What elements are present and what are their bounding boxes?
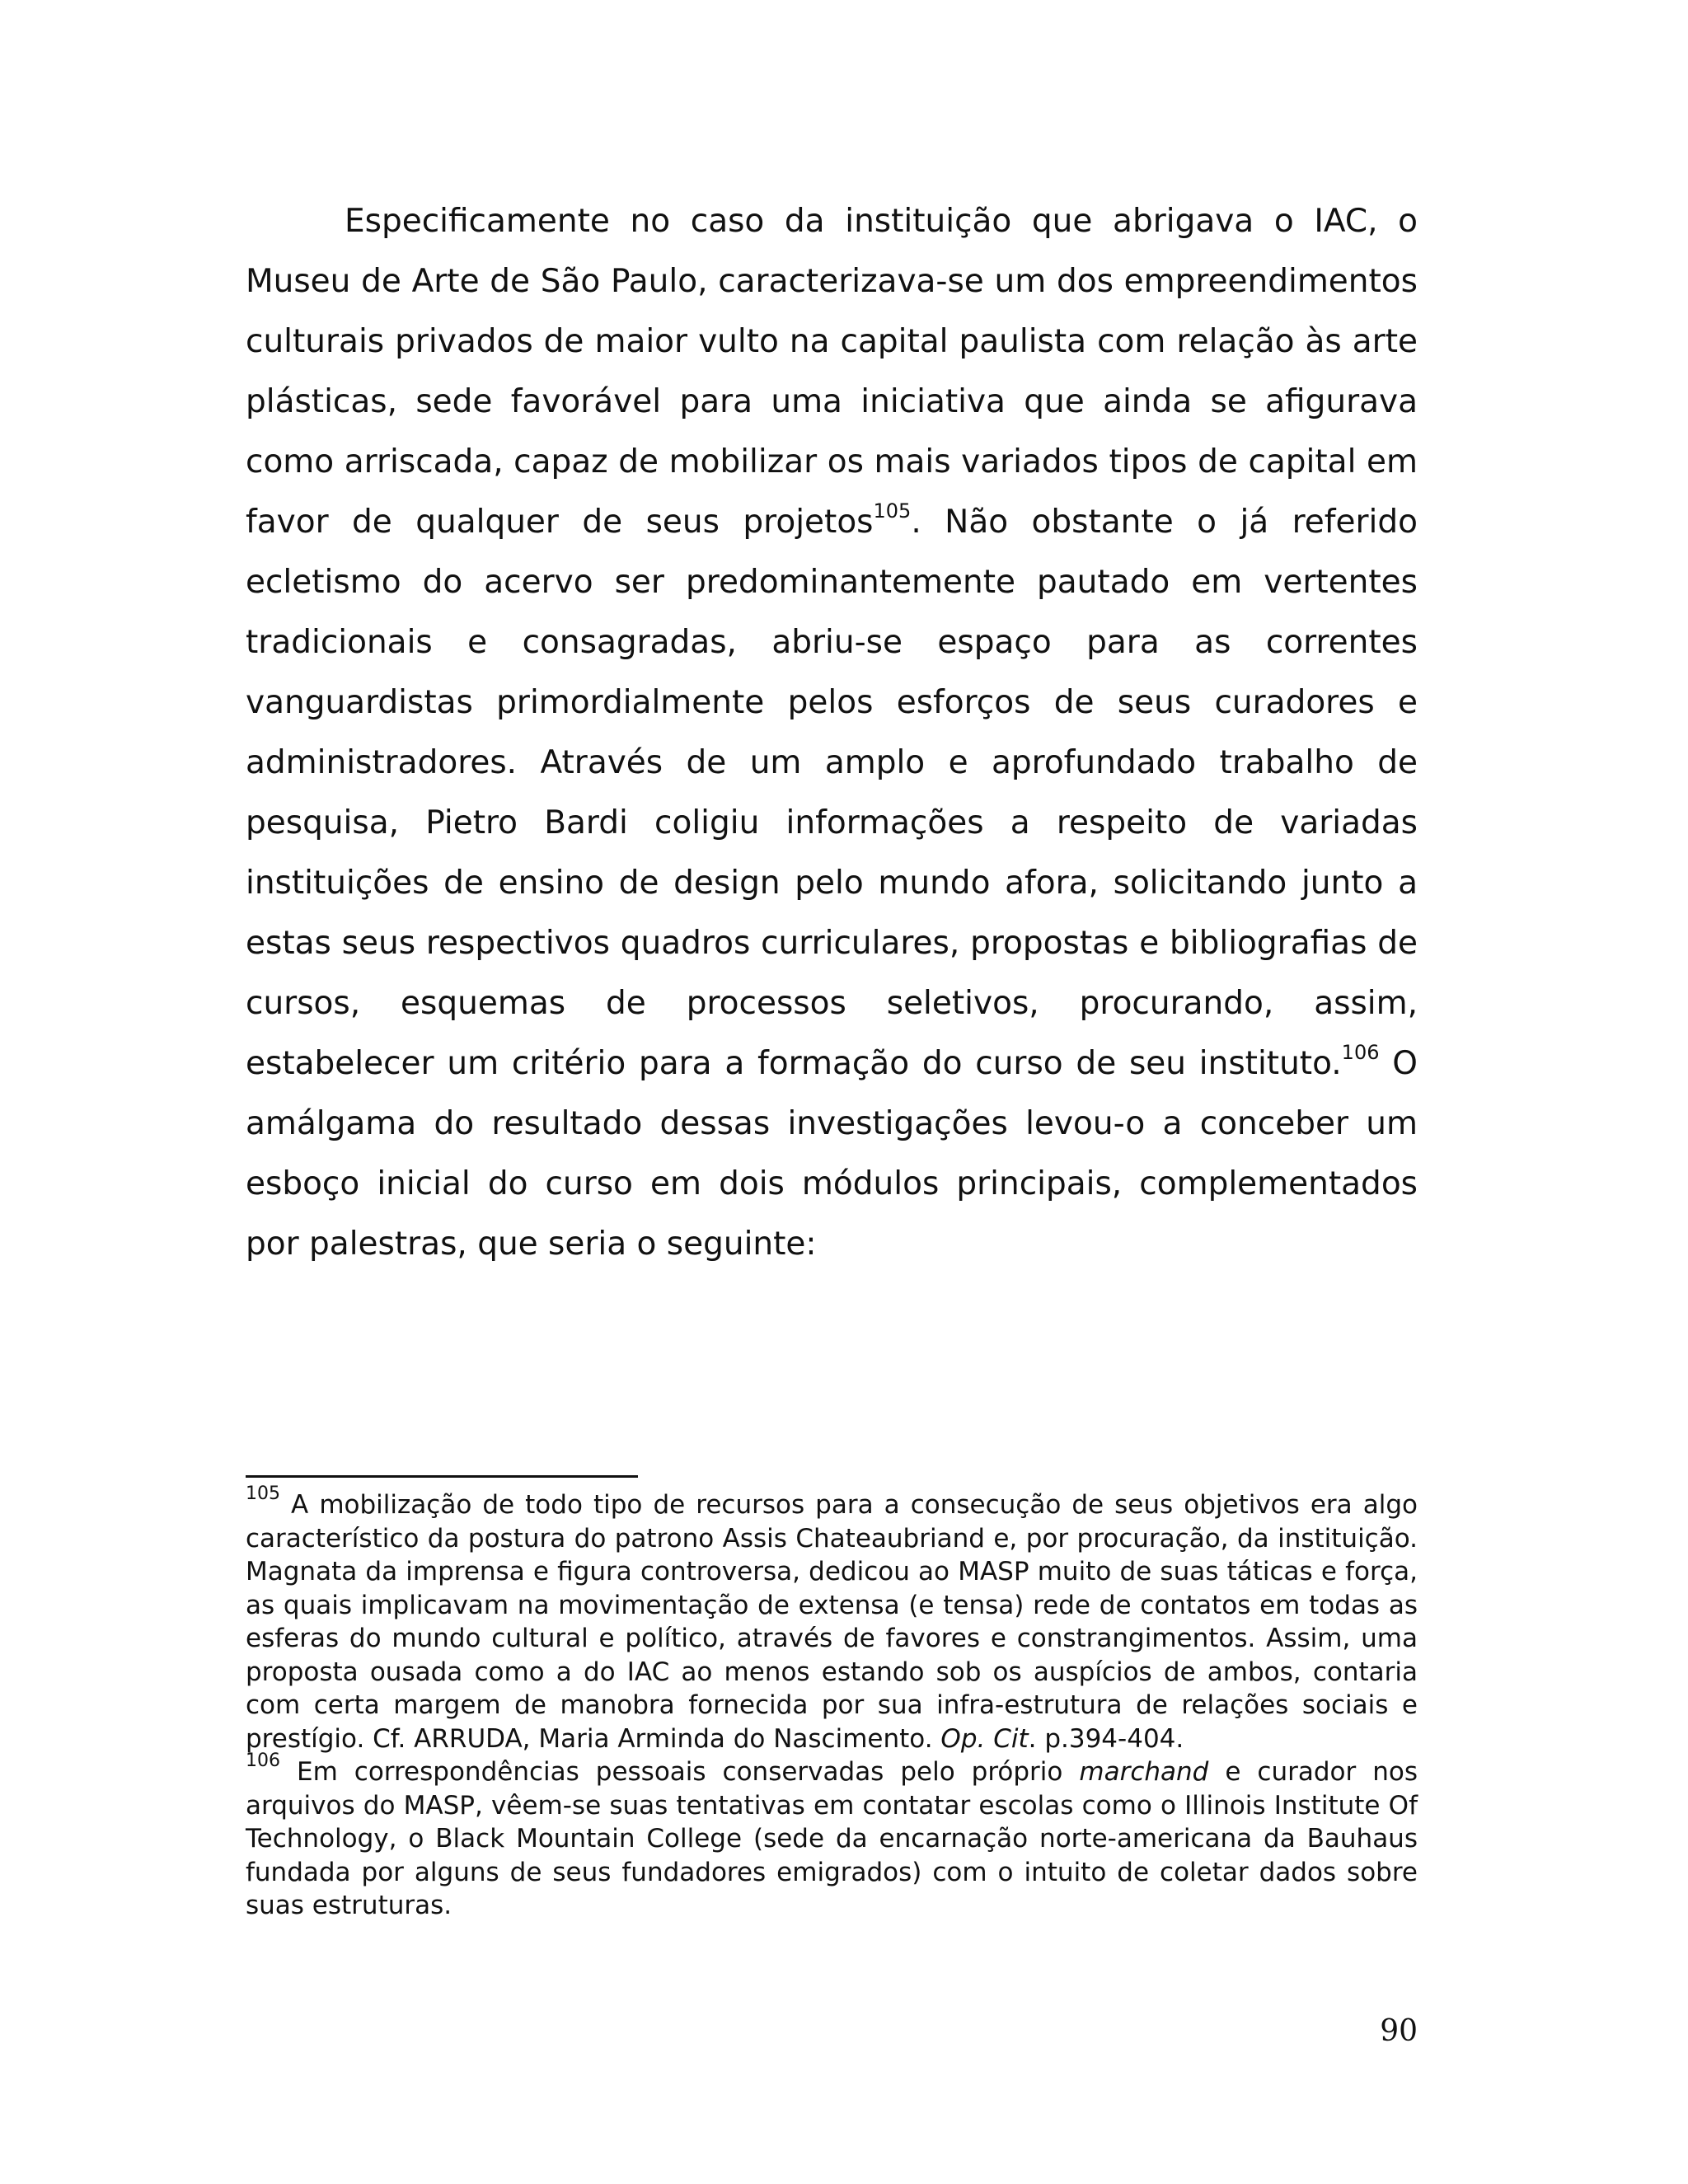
footnote-text: A mobilização de todo tipo de recursos para a consecução de seus objetivos era algo característico da postura do patrono Assis Chateaubriand e, por procuração, da instituição. Magnata da imprensa e figura controversa, dedicou ao MASP muito de suas táticas e força, as quais implicavam na movimentação de extensa (e tensa) rede de contatos em todas as esferas do mundo cultural e político, através de favores e constrangimentos. Assim, uma proposta ousada como a do IAC ao menos estando sob os auspícios de ambos, contaria com certa margem de manobra fornecida por sua infra-estrutura de relações sociais e prestígio. Cf. ARRUDA, Maria Arminda do Nascimento. — [246, 1490, 1418, 1754]
footnote-reference-106[interactable]: 106 — [1341, 1041, 1380, 1064]
footnote-italic-text: marchand — [1079, 1757, 1209, 1787]
footnote-text-end: . p.394-404. — [1028, 1723, 1184, 1754]
footnote-number: 105 — [246, 1483, 280, 1504]
footnote-italic-text: Op. Cit — [940, 1723, 1029, 1754]
body-text-part-3: O amálgama do resultado dessas investigações levou-o a conceber um esboço inicial do curso em dois módulos principais, complementados por palestras, que seria o seguinte: — [246, 1045, 1418, 1263]
footnote-106 — [246, 1750, 1418, 1923]
footnote-number: 106 — [246, 1750, 280, 1771]
body-text-part-1: Especificamente no caso da instituição que abrigava o IAC, o Museu de Arte de São Paulo, caracterizava-se um dos empreendimentos culturais privados de maior vulto na capital paulista com relação às arte plásticas, sede favorável para uma iniciativa que ainda se afigurava como arriscada, capaz de mobilizar os mais variados tipos de capital em favor de qualquer de seus projetos — [246, 203, 1418, 541]
footnote-105 — [246, 1483, 1418, 1755]
page-number: 90 — [1380, 2014, 1418, 2048]
footnote-text: Em correspondências pessoais conservadas pelo próprio — [280, 1757, 1080, 1787]
footnotes-section — [246, 1483, 1418, 1923]
body-paragraph — [246, 191, 1418, 1274]
footnote-reference-105[interactable]: 105 — [873, 499, 912, 523]
footnote-text-end: e curador nos arquivos do MASP, vêem-se suas tentativas em contatar escolas como o Illinois Institute Of Technology, o Black Mountain College (sede da encarnação norte-americana da Bauhaus fundada por alguns de seus fundadores emigrados) com o intuito de coletar dados sobre suas estruturas. — [246, 1757, 1418, 1920]
footnote-separator — [246, 1475, 638, 1478]
body-text-part-2: . Não obstante o já referido ecletismo do acervo ser predominantemente pautado em vertentes tradicionais e consagradas, abriu-se espaço para as correntes vanguardistas primordialmente pelos esforços de seus curadores e administradores. Através de um amplo e aprofundado trabalho de pesquisa, Pietro Bardi coligiu informações a respeito de variadas instituições de ensino de design pelo mundo afora, solicitando junto a estas seus respectivos quadros curriculares, propostas e bibliografias de cursos, esquemas de processos seletivos, procurando, assim, estabelecer um critério para a formação do curso de seu instituto. — [246, 504, 1418, 1082]
